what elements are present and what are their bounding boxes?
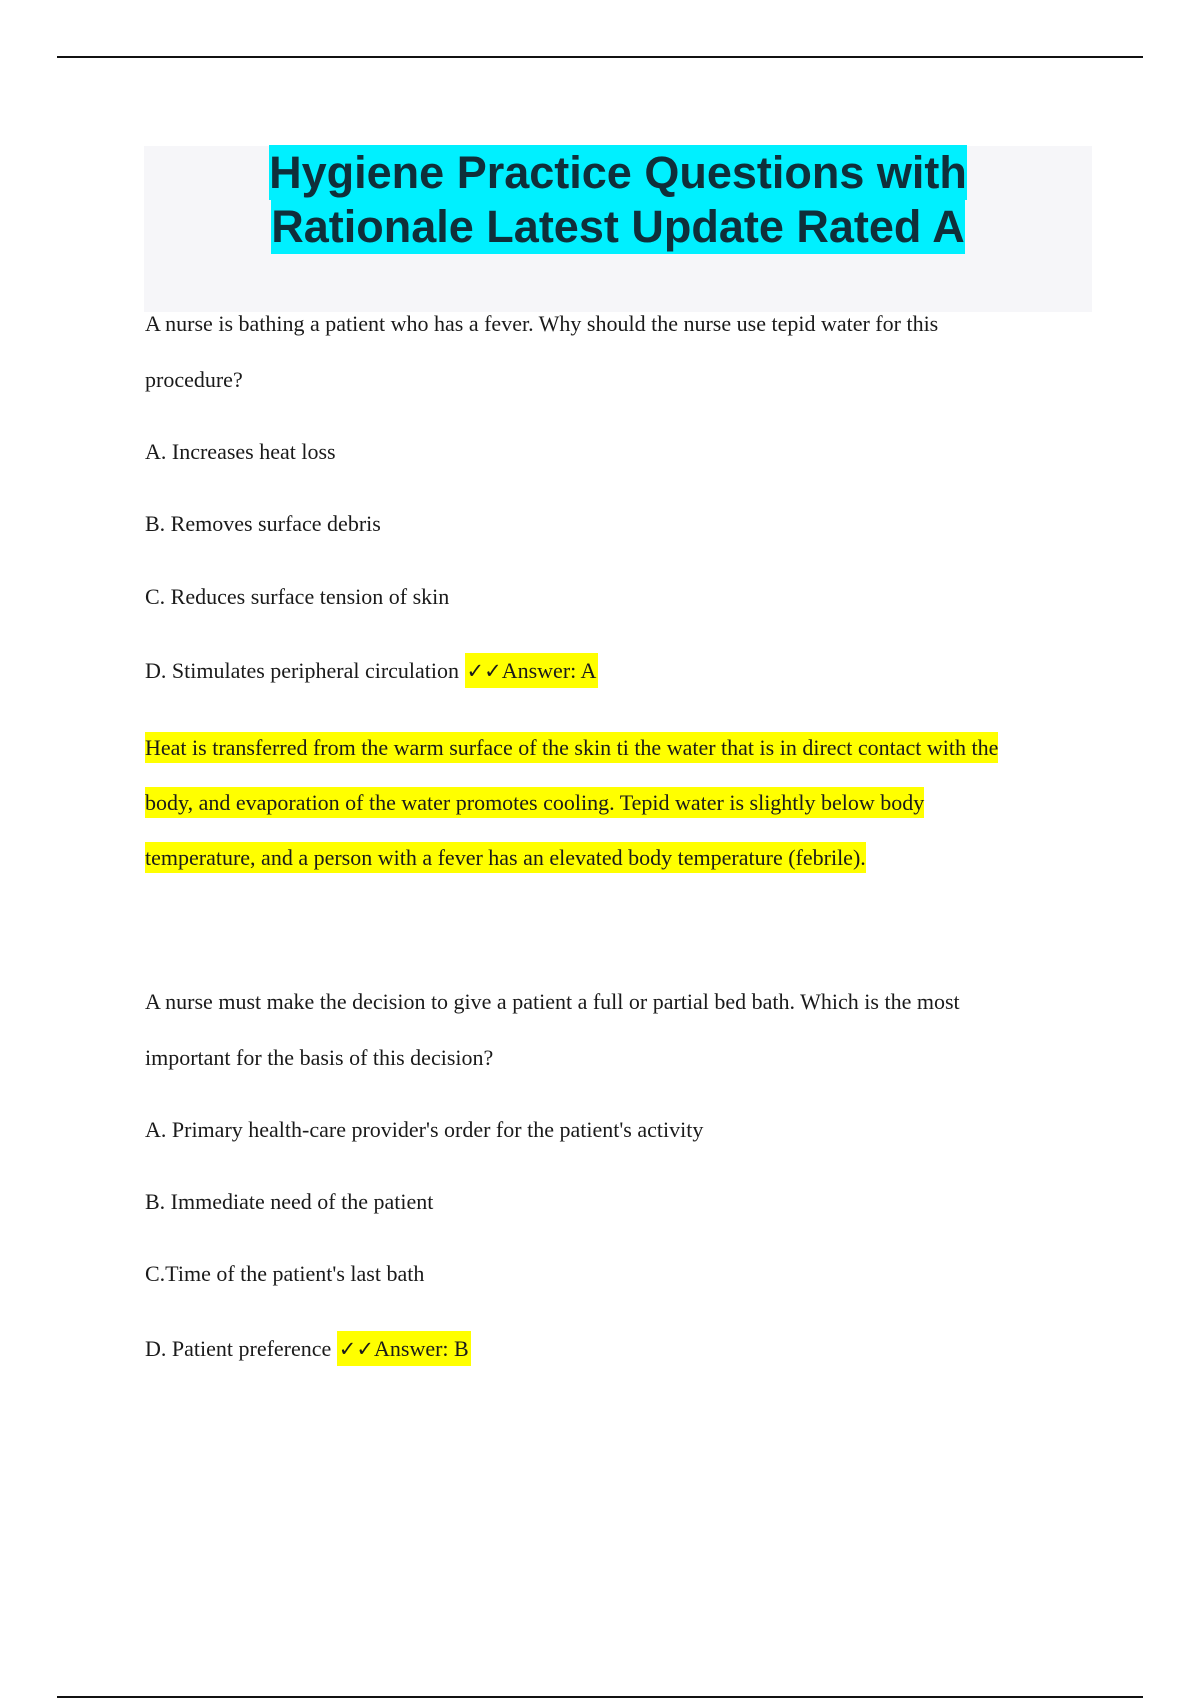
q2-option-d bbox=[145, 1336, 471, 1362]
title-line-2: Rationale Latest Update Rated A bbox=[271, 201, 965, 252]
title-line-1: Hygiene Practice Questions with bbox=[269, 147, 967, 198]
q2-stem-line-1: A nurse must make the decision to give a patient a full or partial bed bath. Which is the most bbox=[145, 989, 960, 1014]
q1-option-d-text: D. Stimulates peripheral circulation bbox=[145, 658, 460, 683]
q2-option-c: C.Time of the patient's last bath bbox=[145, 1261, 425, 1286]
q1-answer-text: Answer: A bbox=[501, 658, 597, 683]
q2-option-b: B. Immediate need of the patient bbox=[145, 1189, 434, 1214]
double-check-icon: ✓✓ bbox=[338, 1337, 374, 1361]
bottom-rule bbox=[57, 1696, 1143, 1698]
q2-option-a: A. Primary health-care provider's order for the patient's activity bbox=[145, 1117, 704, 1142]
q1-option-b: B. Removes surface debris bbox=[145, 511, 381, 536]
q2-stem-line-2: important for the basis of this decision? bbox=[145, 1045, 494, 1070]
q1-option-c: C. Reduces surface tension of skin bbox=[145, 584, 450, 609]
q1-option-d bbox=[145, 658, 598, 684]
q1-answer-badge bbox=[465, 653, 599, 688]
q1-rationale-line-2: body, and evaporation of the water promotes cooling. Tepid water is slightly below body bbox=[145, 790, 924, 816]
document-title bbox=[144, 146, 1092, 254]
double-check-icon: ✓✓ bbox=[466, 659, 502, 683]
q2-answer-badge bbox=[337, 1331, 471, 1366]
title-box bbox=[144, 146, 1092, 312]
q1-rationale-line-1: Heat is transferred from the warm surface of the skin ti the water that is in direct contact with the bbox=[145, 735, 998, 761]
q1-stem-line-1: A nurse is bathing a patient who has a fever. Why should the nurse use tepid water for this bbox=[145, 311, 939, 336]
q2-answer-text: Answer: B bbox=[374, 1336, 469, 1361]
q1-rationale-line-3: temperature, and a person with a fever has an elevated body temperature (febrile). bbox=[145, 845, 866, 871]
top-rule bbox=[57, 56, 1143, 58]
q1-option-a: A. Increases heat loss bbox=[145, 439, 336, 464]
q1-stem-line-2: procedure? bbox=[145, 367, 243, 392]
q2-option-d-text: D. Patient preference bbox=[145, 1336, 332, 1361]
